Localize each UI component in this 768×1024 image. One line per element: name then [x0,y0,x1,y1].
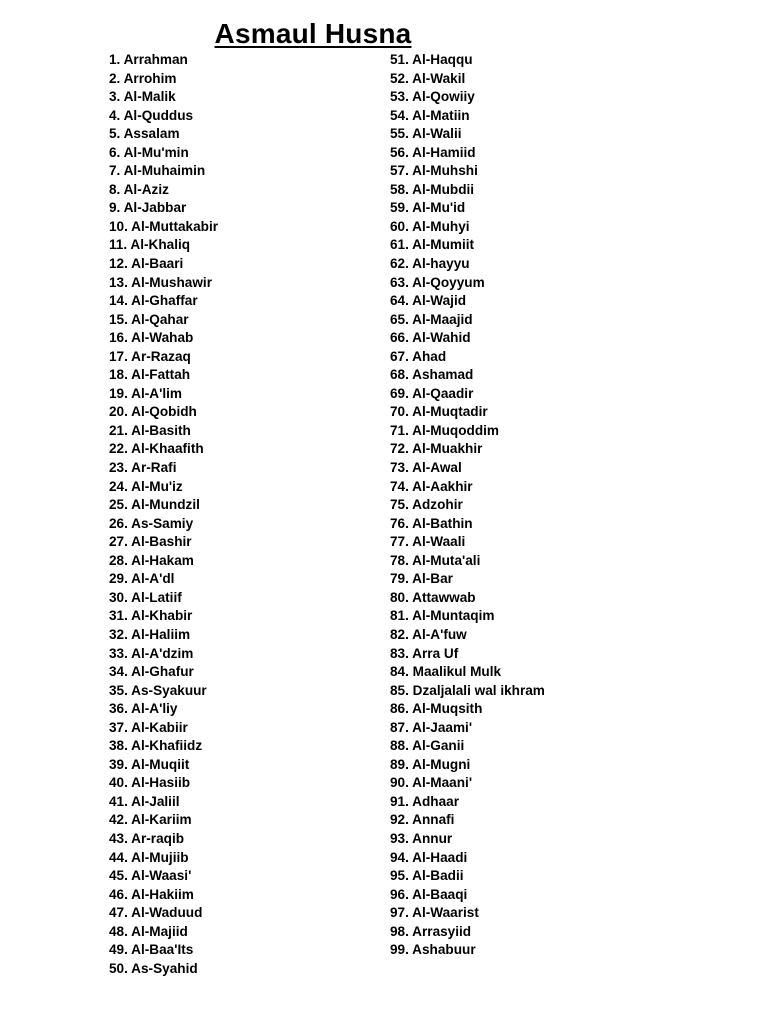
list-item: 6. Al-Mu'min [109,144,189,160]
list-item: 49. Al-Baa'Its [109,942,194,958]
list-item: 66. Al-Wahid [390,330,471,346]
list-item: 2. Arrohim [109,70,177,86]
list-item: 8. Al-Aziz [109,181,169,197]
list-item: 74. Al-Aakhir [390,478,473,494]
list-item: 65. Al-Maajid [390,311,473,327]
list-item: 90. Al-Maani' [390,775,473,791]
list-item: 69. Al-Qaadir [390,385,474,401]
list-item: 44. Al-Mujiib [109,849,189,865]
list-item: 1. Arrahman [109,52,188,67]
list-item: 21. Al-Basith [109,422,191,438]
list-item: 19. Al-A'lim [109,385,182,401]
list-item: 60. Al-Muhyi [390,218,470,234]
list-item: 67. Ahad [390,348,447,364]
page-title: Asmaul Husna [214,18,412,49]
list-item: 78. Al-Muta'ali [390,552,481,568]
list-item: 88. Al-Ganii [390,738,465,754]
list-item: 29. Al-A'dl [109,571,175,587]
list-item: 47. Al-Waduud [109,905,203,921]
list-item: 31. Al-Khabir [109,608,193,624]
list-item: 79. Al-Bar [390,571,453,587]
list-item: 70. Al-Muqtadir [390,404,488,420]
names-list-left-column [109,51,218,978]
list-item: 16. Al-Wahab [109,330,194,346]
list-item: 12. Al-Baari [109,256,184,272]
list-item: 52. Al-Wakil [390,70,466,86]
list-item: 83. Arra Uf [390,645,459,661]
list-item: 71. Al-Muqoddim [390,422,499,438]
list-item: 28. Al-Hakam [109,552,194,568]
list-item: 61. Al-Mumiit [390,237,475,253]
list-item: 97. Al-Waarist [390,905,479,921]
list-item: 24. Al-Mu'iz [109,478,183,494]
list-item: 62. Al-hayyu [390,256,470,272]
list-item: 30. Al-Latiif [109,589,182,605]
list-item: 33. Al-A'dzim [109,645,194,661]
list-item: 57. Al-Muhshi [390,163,478,179]
list-item: 22. Al-Khaafith [109,441,204,457]
list-item: 53. Al-Qowiiy [390,89,475,105]
list-item: 7. Al-Muhaimin [109,163,206,179]
list-item: 51. Al-Haqqu [390,52,473,67]
list-item: 73. Al-Awal [390,460,462,476]
list-item: 80. Attawwab [390,589,476,605]
list-item: 18. Al-Fattah [109,367,191,383]
list-item: 92. Annafi [390,812,455,828]
list-item: 3. Al-Malik [109,89,176,105]
list-item: 54. Al-Matiin [390,107,470,123]
list-item: 9. Al-Jabbar [109,200,187,216]
list-item: 11. Al-Khaliq [109,237,191,253]
list-item: 94. Al-Haadi [390,849,468,865]
list-item: 89. Al-Mugni [390,756,471,772]
names-list-right-column [390,51,545,960]
list-item: 15. Al-Qahar [109,311,189,327]
list-item: 93. Annur [390,830,453,846]
list-item: 45. Al-Waasi' [109,868,192,884]
list-item: 41. Al-Jaliil [109,793,180,809]
list-item: 59. Al-Mu'id [390,200,466,216]
list-item: 56. Al-Hamiid [390,144,476,160]
list-item: 4. Al-Quddus [109,107,194,123]
list-item: 27. Al-Bashir [109,534,192,550]
list-item: 85. Dzaljalali wal ikhram [390,682,545,698]
list-item: 91. Adhaar [390,793,460,809]
list-item: 39. Al-Muqiit [109,756,190,772]
list-item: 77. Al-Waali [390,534,466,550]
list-item: 55. Al-Walii [390,126,462,142]
list-item: 64. Al-Wajid [390,293,467,309]
list-item: 63. Al-Qoyyum [390,274,485,290]
list-item: 84. Maalikul Mulk [390,664,502,680]
list-item: 72. Al-Muakhir [390,441,483,457]
list-item: 42. Al-Kariim [109,812,192,828]
list-item: 23. Ar-Rafi [109,460,177,476]
list-item: 87. Al-Jaami' [390,719,473,735]
list-item: 58. Al-Mubdii [390,181,475,197]
list-item: 99. Ashabuur [390,942,476,958]
list-item: 98. Arrasyiid [390,923,472,939]
list-item: 17. Ar-Razaq [109,348,191,364]
list-item: 32. Al-Haliim [109,626,191,642]
list-item: 38. Al-Khafiidz [109,738,203,754]
list-item: 13. Al-Mushawir [109,274,212,290]
list-item: 10. Al-Muttakabir [109,218,219,234]
list-item: 82. Al-A'fuw [390,626,467,642]
list-item: 50. As-Syahid [109,960,198,976]
list-item: 5. Assalam [109,126,180,142]
list-item: 46. Al-Hakiim [109,886,194,902]
list-item: 48. Al-Majiid [109,923,188,939]
list-item: 75. Adzohir [390,497,463,513]
list-item: 95. Al-Badii [390,868,464,884]
list-item: 68. Ashamad [390,367,474,383]
list-item: 81. Al-Muntaqim [390,608,495,624]
list-item: 86. Al-Muqsith [390,701,483,717]
list-item: 76. Al-Bathin [390,515,473,531]
list-item: 34. Al-Ghafur [109,664,194,680]
list-item: 36. Al-A'liy [109,701,178,717]
list-item: 20. Al-Qobidh [109,404,197,420]
list-item: 25. Al-Mundzil [109,497,200,513]
list-item: 96. Al-Baaqi [390,886,468,902]
list-item: 26. As-Samiy [109,515,194,531]
list-item: 35. As-Syakuur [109,682,207,698]
list-item: 14. Al-Ghaffar [109,293,198,309]
list-item: 43. Ar-raqib [109,830,185,846]
list-item: 37. Al-Kabiir [109,719,188,735]
list-item: 40. Al-Hasiib [109,775,191,791]
